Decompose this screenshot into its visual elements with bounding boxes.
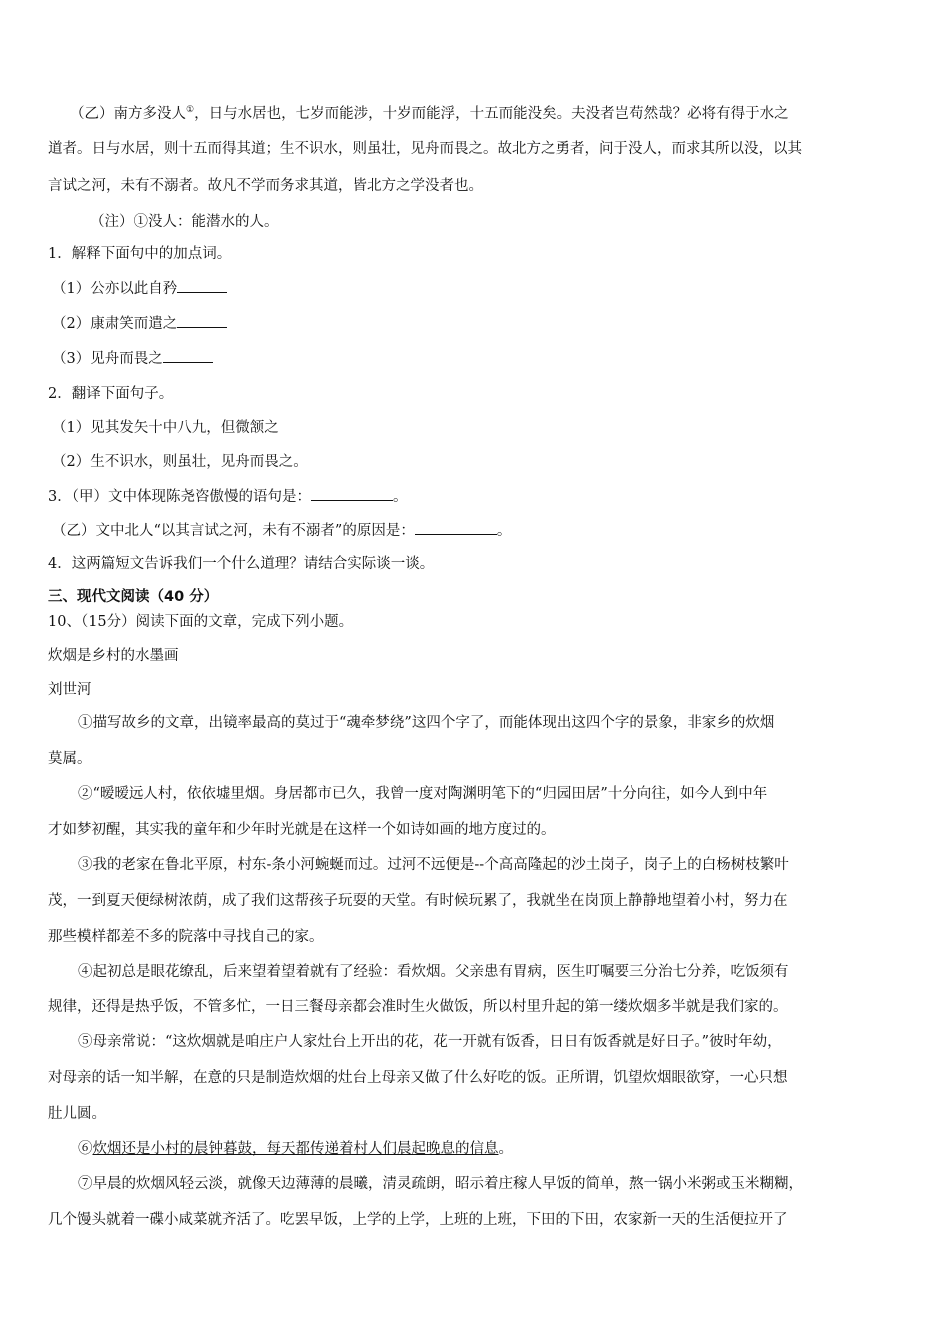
passage-yi-line-2: 道者。日与水居，则十五而得其道；生不识水，则虽壮，见舟而畏之。故北方之勇者，问于没人，而求其所以没，以其 [48,141,802,157]
question-1: 1．解释下面句中的加点词。 [48,246,232,262]
answer-blank[interactable] [177,313,227,328]
passage-yi-line-3: 言试之河，未有不溺者。故凡不学而务求其道，皆北方之学没者也。 [48,178,483,194]
question-1-1: （1）公亦以此自矜 [52,278,227,299]
paragraph-3-line-2: 茂，一到夏天便绿树浓荫，成了我们这帮孩子玩耍的天堂。有时候玩累了，我就坐在岗顶上静静地望着小村，努力在 [48,893,788,909]
paragraph-7-line-2: 几个馒头就着一碟小咸菜就齐活了。吃罢早饭，上学的上学，上班的上班，下田的下田，农家新一天的生活便拉开了 [48,1212,788,1228]
paragraph-5-line-1: ⑤母亲常说：“这炊烟就是咱庄户人家灶台上开出的花，花一开就有饭香，日日有饭香就是好日子。”彼时年幼， [78,1034,782,1050]
paragraph-1-line-1: ①描写故乡的文章，出镜率最高的莫过于“魂牵梦绕”这四个字了，而能体现出这四个字的景象，非家乡的炊烟 [78,715,775,731]
paragraph-2-line-2: 才如梦初醒，其实我的童年和少年时光就是在这样一个如诗如画的地方度过的。 [48,822,556,838]
footnote-marker: ① [186,105,195,115]
question-2-1: （1）见其发矢十中八九，但微颔之 [52,420,279,436]
paragraph-7-line-1: ⑦早晨的炊烟风轻云淡，就像天边薄薄的晨曦，清灵疏朗，昭示着庄稼人早饭的简单，熬一锅小米粥或玉米糊糊， [78,1176,803,1192]
question-3-a: 3．（甲）文中体现陈尧咨傲慢的语句是： 。 [48,486,407,507]
paragraph-4-line-1: ④起初总是眼花缭乱，后来望着望着就有了经验：看炊烟。父亲患有胃病，医生叮嘱要三分治七分养，吃饭须有 [78,964,789,980]
answer-blank[interactable] [163,348,213,363]
article-title: 炊烟是乡村的水墨画 [48,648,179,664]
article-author: 刘世河 [48,682,92,698]
question-3-b: （乙）文中北人“以其言试之河，未有不溺者”的原因是： 。 [52,520,511,541]
question-4: 4．这两篇短文告诉我们一个什么道理？请结合实际谈一谈。 [48,556,435,572]
paragraph-2-line-1: ②“暧暧远人村，依依墟里烟。身居都市已久，我曾一度对陶渊明笔下的“归园田居”十分向往，如今人到中年 [78,786,768,802]
paragraph-5-line-2: 对母亲的话一知半解，在意的只是制造炊烟的灶台上母亲又做了什么好吃的饭。正所谓，饥望炊烟眼欲穿，一心只想 [48,1070,788,1086]
paragraph-1-line-2: 莫属。 [48,751,92,767]
paragraph-3-line-1: ③我的老家在鲁北平原，村东-条小河蜿蜒而过。过河不远便是--个高高隆起的沙土岗子，岗子上的白杨树枝繁叶 [78,857,789,873]
paragraph-5-line-3: 肚儿圆。 [48,1106,106,1122]
paragraph-6: ⑥炊烟还是小村的晨钟暮鼓，每天都传递着村人们晨起晚息的信息。 [78,1141,513,1157]
question-2-2: （2）生不识水，则虽壮，见舟而畏之。 [52,454,308,470]
paragraph-4-line-2: 规律，还得是热乎饭，不管多忙，一日三餐母亲都会准时生火做饭，所以村里升起的第一缕炊烟多半就是我们家的。 [48,999,788,1015]
question-1-2: （2）康肃笑而遣之 [52,313,227,334]
answer-blank[interactable] [177,278,227,293]
paragraph-3-line-3: 那些模样都差不多的院落中寻找自己的家。 [48,929,324,945]
underlined-sentence: 炊烟还是小村的晨钟暮鼓，每天都传递着村人们晨起晚息的信息 [92,1141,499,1157]
answer-blank[interactable] [311,486,393,501]
passage-yi-line-1: （乙）南方多没人①，日与水居也，七岁而能涉，十岁而能浮，十五而能没矣。夫没者岂苟然哉？必将有得于水之 [70,105,789,122]
section-heading: 三、现代文阅读（40 分） [48,589,219,605]
question-2: 2．翻译下面句子。 [48,386,174,402]
section-intro: 10、（15分）阅读下面的文章，完成下列小题。 [48,614,354,630]
question-1-3: （3）见舟而畏之 [52,348,213,369]
passage-yi-note: （注）①没人：能潜水的人。 [90,214,279,230]
answer-blank[interactable] [415,520,497,535]
